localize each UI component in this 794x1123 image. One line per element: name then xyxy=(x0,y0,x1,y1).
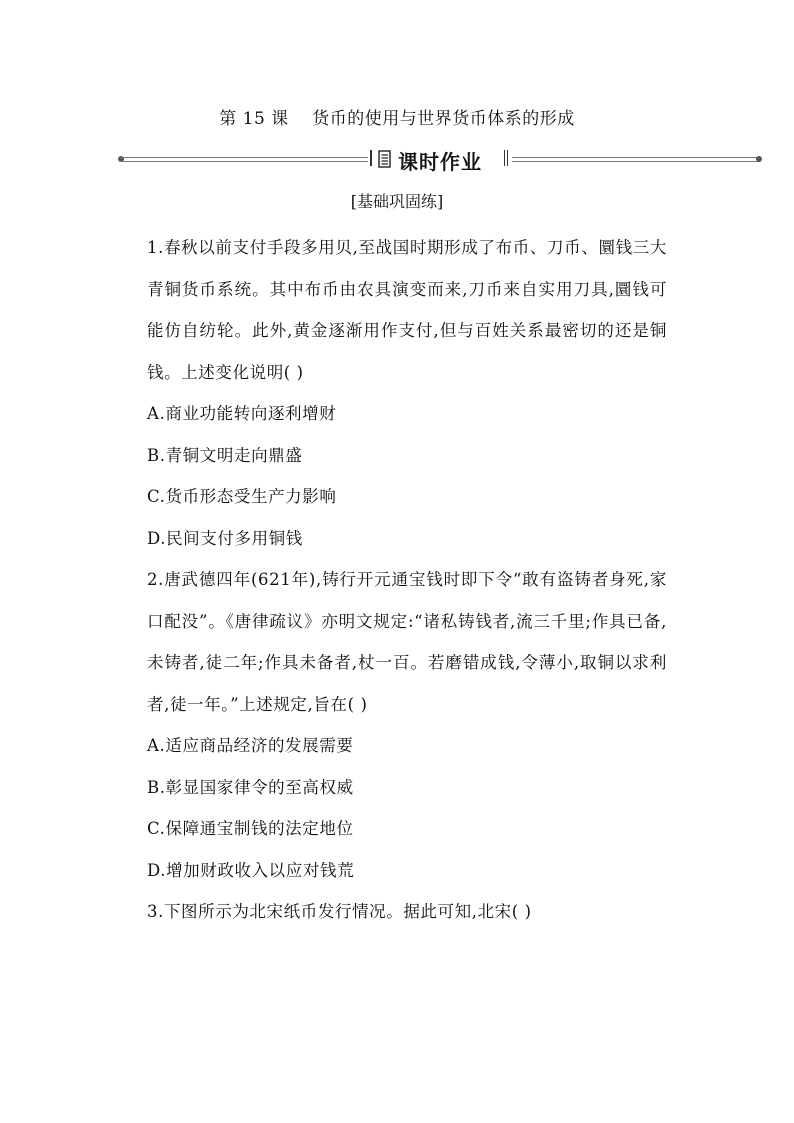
question-stem: 2.唐武德四年(621年),铸行开元通宝钱时即下令“敢有盗铸者身死,家口配没”。《唐律疏议》亦明文规定:“诸私铸钱者,流三千里;作具已备,未铸者,徒二年;作具未备者,杖一百。若磨错成钱,令薄小,取铜以求利者,徒一年。”上述规定,旨在( ) xyxy=(147,570,667,714)
option-b: B.青铜文明走向鼎盛 xyxy=(147,445,303,465)
banner-right-rule xyxy=(512,157,760,162)
banner-right-tick xyxy=(504,150,505,166)
banner-left-rule xyxy=(120,157,368,162)
section-banner xyxy=(120,146,760,172)
option-d: D.民间支付多用铜钱 xyxy=(147,528,303,548)
question-stem: 3.下图所示为北宋纸币发行情况。据此可知,北宋( ) xyxy=(147,902,532,921)
question-stem: 1.春秋以前支付手段多用贝,至战国时期形成了布币、刀币、圜钱三大青铜货币系统。其中布币由农具演变而来,刀币来自实用刀具,圜钱可能仿自纺轮。此外,黄金逐渐用作支付,但与百姓关系最密切的还是铜钱。上述变化说明( ) xyxy=(147,238,667,382)
question-2 xyxy=(147,559,667,891)
option-d: D.增加财政收入以应对钱荒 xyxy=(147,860,355,880)
option-a: A.适应商品经济的发展需要 xyxy=(147,736,354,755)
question-3 xyxy=(147,891,667,933)
banner-right-tick-2 xyxy=(507,150,508,166)
section-heading: [基础巩固练] xyxy=(350,192,444,211)
question-1 xyxy=(147,227,667,559)
banner-left-tick xyxy=(370,150,372,166)
option-c: C.货币形态受生产力影响 xyxy=(147,487,337,506)
banner-title: 课时作业 xyxy=(398,150,482,174)
option-a: A.商业功能转向逐利增财 xyxy=(147,404,337,423)
question-list xyxy=(147,227,667,933)
option-b: B.彰显国家律令的至高权威 xyxy=(147,777,354,797)
banner-right-dot xyxy=(756,156,762,162)
lesson-title: 第 15 课 货币的使用与世界货币体系的形成 xyxy=(219,109,575,129)
book-icon xyxy=(378,150,392,168)
option-c: C.保障通宝制钱的法定地位 xyxy=(147,819,354,838)
